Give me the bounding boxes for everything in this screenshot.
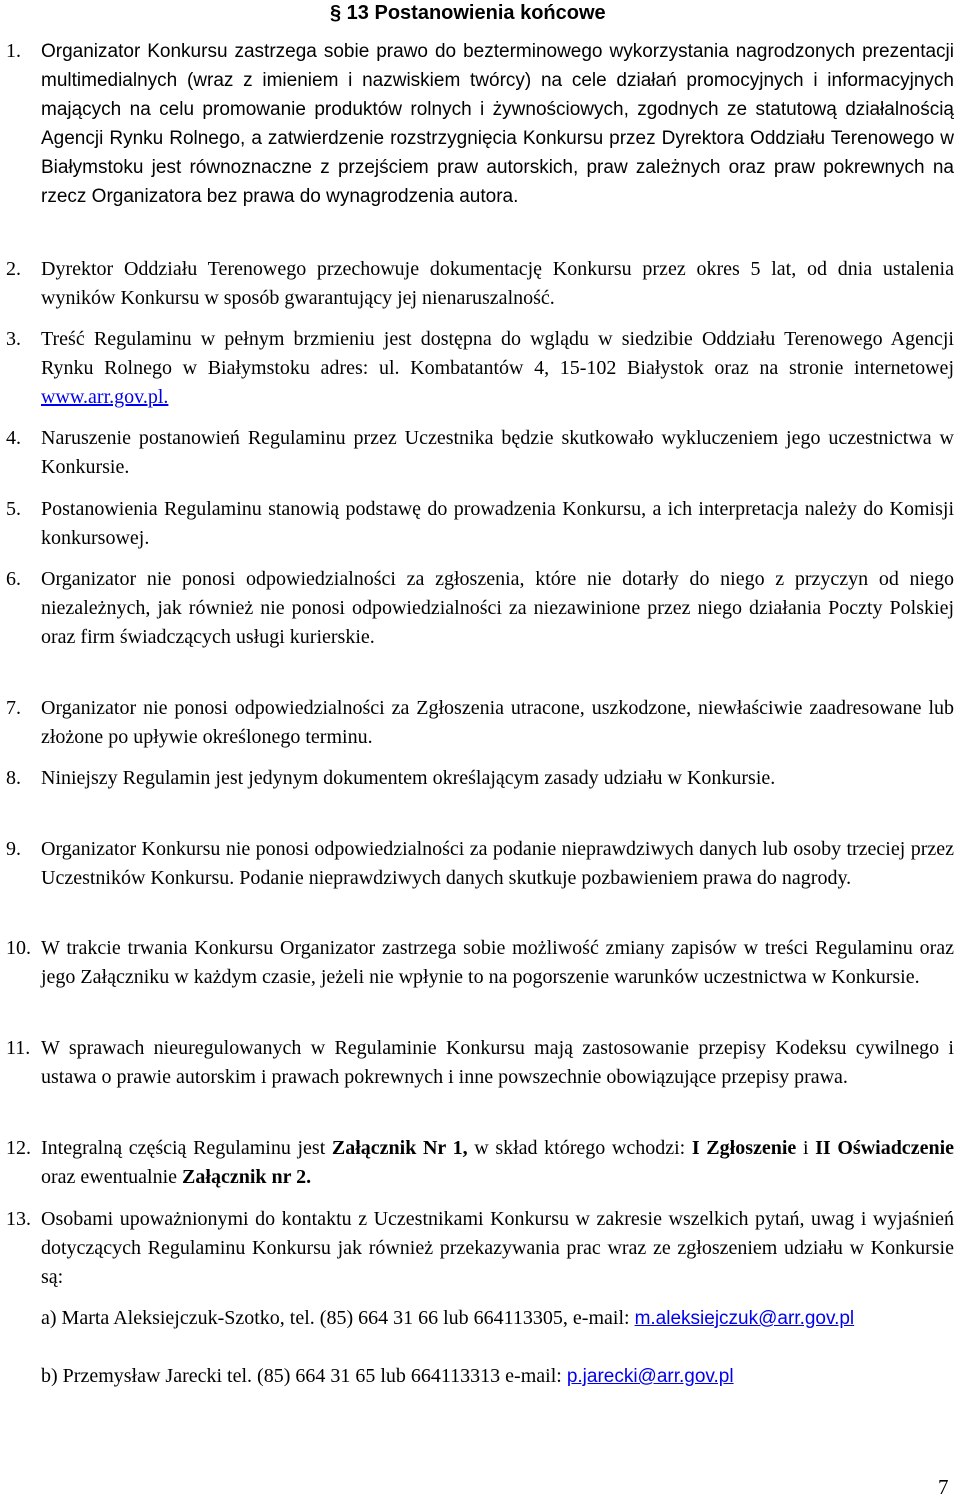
page-number: 7: [938, 1475, 949, 1499]
item-text: Naruszenie postanowień Regulaminu przez Uczestnika będzie skutkowało wykluczeniem jego uczestnictwa w Konkursie.: [41, 427, 954, 478]
item-number: 7.: [6, 697, 21, 719]
declaration-label: II Oświadczenie: [815, 1137, 954, 1159]
attachment-2-label: Załącznik nr 2.: [182, 1166, 312, 1188]
email-link[interactable]: p.jarecki@arr.gov.pl: [566, 1366, 734, 1387]
item-text-body: Treść Regulaminu w pełnym brzmieniu jest dostępna do wglądu w siedzibie Oddziału Terenowego Agencji Rynku Rolnego w Białymstoku adres: ul. Kombatantów 4, 15-102 Białystok oraz na stronie internetowej: [41, 328, 954, 379]
contact-text: a) Marta Aleksiejczuk-Szotko, tel. (85) 664 31 66 lub 664113305, e-mail:: [41, 1307, 635, 1329]
item-text: Organizator nie ponosi odpowiedzialności za Zgłoszenia utracone, uszkodzone, niewłaściwie zaadresowane lub złożone po upływie określonego terminu.: [41, 697, 954, 748]
section-heading: § 13 Postanowienia końcowe: [330, 2, 606, 24]
item-text: Osobami upoważnionymi do kontaktu z Uczestnikami Konkursu w zakresie wszelkich pytań, uwag i wyjaśnień dotyczących Regulaminu Konkursu jak również przekazywania prac wraz ze zgłoszeniem udziału w Konkursie są:: [41, 1208, 954, 1288]
item-number: 12.: [6, 1137, 31, 1159]
item-text: Organizator Konkursu zastrzega sobie prawo do bezterminowego wykorzystania nagrodzonych prezentacji multimedialnych (wraz z imieniem i nazwiskiem twórcy) na cele działań promocyjnych i informacyjnych mających na celu promowanie produktów rolnych i żywnościowych, zgodnych ze statutową działalnością Agencji Rynku Rolnego, a zatwierdzenie rozstrzygnięcia Konkursu przez Dyrektora Oddziału Terenowego w Białymstoku jest równoznaczne z przejściem praw autorskich, praw zależnych oraz praw pokrewnych na rzecz Organizatora bez prawa do wynagrodzenia autora.: [41, 41, 954, 207]
text-run: oraz ewentualnie: [41, 1166, 183, 1188]
item-text: [41, 1134, 954, 1192]
item-text: [41, 325, 954, 412]
contact-b: [41, 1362, 954, 1391]
item-text: Postanowienia Regulaminu stanowią podstawę do prowadzenia Konkursu, a ich interpretacja należy do Komisji konkursowej.: [41, 498, 954, 549]
item-number: 11.: [6, 1037, 31, 1059]
item-text: W trakcie trwania Konkursu Organizator zastrzega sobie możliwość zmiany zapisów w treści Regulaminu oraz jego Załączniku w każdym czasie, jeżeli nie wpłynie to na pogorszenie warunków uczestnictwa w Konkursie.: [41, 937, 954, 988]
item-text: W sprawach nieuregulowanych w Regulaminie Konkursu mają zastosowanie przepisy Kodeksu cywilnego i ustawa o prawie autorskim i prawach pokrewnych i inne powszechnie obowiązujące przepisy prawa.: [41, 1037, 954, 1088]
item-number: 5.: [6, 498, 21, 520]
item-text: Organizator Konkursu nie ponosi odpowiedzialności za podanie nieprawdziwych danych lub osoby trzeciej przez Uczestników Konkursu. Podanie nieprawdziwych danych skutkuje pozbawieniem prawa do nagrody.: [41, 838, 954, 889]
contact-text: b) Przemysław Jarecki tel. (85) 664 31 65 lub 664113313 e-mail:: [41, 1365, 567, 1387]
item-text: Organizator nie ponosi odpowiedzialności za zgłoszenia, które nie dotarły do niego z przyczyn od niego niezależnych, jak również nie ponosi odpowiedzialności za niezawinione przez niego działania Poczty Polskiej oraz firm świadczących usługi kurierskie.: [41, 568, 954, 648]
item-number: 13.: [6, 1208, 31, 1230]
item-number: 10.: [6, 937, 31, 959]
item-number: 8.: [6, 767, 21, 789]
text-run: Integralną częścią Regulaminu jest: [41, 1137, 332, 1159]
text-run: w skład którego wchodzi:: [467, 1137, 692, 1159]
contact-a: [41, 1304, 954, 1333]
text-run: i: [796, 1137, 816, 1159]
item-number: 3.: [6, 328, 21, 350]
item-number: 9.: [6, 838, 21, 860]
item-number: 6.: [6, 568, 21, 590]
item-text: Dyrektor Oddziału Terenowego przechowuje dokumentację Konkursu przez okres 5 lat, od dnia ustalenia wyników Konkursu w sposób gwarantujący jej nienaruszalność.: [41, 258, 954, 309]
attachment-1-label: Załącznik Nr 1,: [331, 1137, 468, 1159]
form-label: I Zgłoszenie: [691, 1137, 797, 1159]
item-text: Niniejszy Regulamin jest jedynym dokumentem określającym zasady udziału w Konkursie.: [41, 767, 776, 789]
item-number: 2.: [6, 258, 21, 280]
item-number: 4.: [6, 427, 21, 449]
email-link[interactable]: m.aleksiejczuk@arr.gov.pl: [634, 1308, 855, 1329]
item-number: 1.: [6, 40, 21, 62]
website-link[interactable]: www.arr.gov.pl.: [41, 386, 169, 408]
